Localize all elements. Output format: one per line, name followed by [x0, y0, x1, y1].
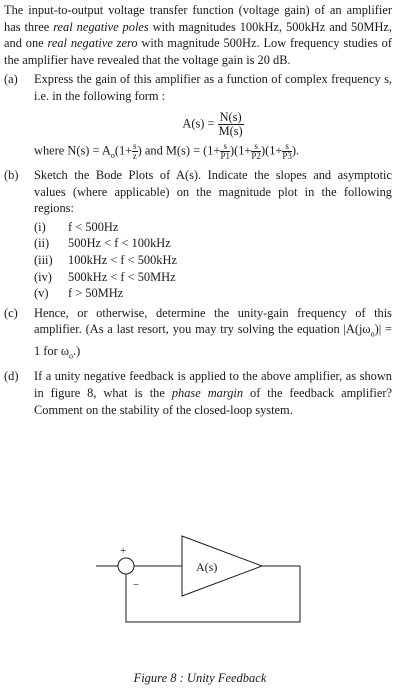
minus-sign: −	[133, 579, 140, 591]
formula-numerator: N(s)	[219, 109, 242, 124]
def-m-mid-1: )(1+	[229, 142, 252, 157]
p1-den: P1	[220, 150, 230, 161]
amplifier-triangle	[182, 536, 262, 596]
def-prefix: where N(s) = A	[34, 142, 111, 157]
figure-caption: Figure 8 : Unity Feedback	[133, 671, 267, 685]
region-label: (iii)	[34, 252, 53, 267]
transfer-function-formula	[34, 111, 392, 138]
s-over-p1	[220, 142, 230, 161]
feedback-path	[126, 566, 300, 622]
def-n-tail: (1+	[114, 142, 133, 157]
region-text: 100kHz < f < 500kHz	[68, 252, 177, 267]
s-over-p3	[282, 142, 292, 161]
part-c	[4, 305, 392, 366]
p2-den: P2	[251, 150, 261, 161]
region-label: (ii)	[34, 236, 50, 251]
part-c-text-2: )| = 1 for ω	[34, 322, 392, 359]
formula-definitions	[34, 142, 392, 164]
region-label: (i)	[34, 219, 46, 234]
p3-den: P3	[282, 150, 292, 161]
s-num-z: s	[133, 140, 137, 151]
s-over-p2	[251, 142, 261, 161]
part-b	[4, 167, 392, 302]
part-d	[4, 368, 392, 418]
amplifier-label: A(s)	[196, 560, 218, 574]
part-c-label: (c)	[4, 305, 18, 320]
plus-sign: +	[120, 545, 127, 557]
intro-text-1: The input-to-output voltage transfer function (voltage gain) of an amplifier has three	[4, 3, 392, 34]
region-text: f < 500Hz	[68, 219, 119, 234]
intro-text-2: with magnitudes 100kHz, 500kHz and 50MHz, and one	[4, 19, 392, 51]
summing-junction	[118, 558, 134, 574]
problem-page	[4, 2, 392, 418]
intro-emphasis-poles: real negative poles	[53, 19, 149, 34]
formula-fraction	[218, 111, 244, 138]
part-d-label: (d)	[4, 369, 19, 384]
feedback-diagram	[0, 518, 400, 658]
part-c-text-3: .)	[73, 344, 81, 359]
part-d-text	[34, 368, 392, 418]
s-num-p3: s	[282, 142, 292, 152]
omega-subscript-2: o	[69, 351, 73, 361]
region-text: 500Hz < f < 100kHz	[68, 236, 171, 251]
region-item	[34, 219, 392, 236]
problem-intro	[4, 2, 392, 68]
part-a-text: Express the gain of this amplifier as a function of complex frequency s, i.e. in the following form :	[34, 72, 392, 103]
omega-subscript-1: o	[370, 329, 375, 339]
s-num-p1: s	[220, 142, 230, 152]
frequency-regions	[34, 219, 392, 302]
region-item	[34, 235, 392, 252]
z-den: z	[132, 150, 137, 161]
intro-text-3: with magnitude 500Hz. Low frequency studies of the amplifier have revealed that the voltage gain is 20 dB.	[4, 36, 392, 67]
def-and-m: ) and M(s) = (1+	[137, 142, 221, 157]
part-b-text: Sketch the Bode Plots of A(s). Indicate the slopes and asymptotic values (where applicable) on the magnitude plot in the following regions:	[34, 167, 392, 216]
region-label: (iv)	[34, 269, 52, 284]
part-c-text-1: Hence, or otherwise, determine the unity-gain frequency of this amplifier. (As a last resort, you may try solving the equation |A(jω	[34, 305, 392, 337]
part-a-label: (a)	[4, 72, 18, 87]
part-d-text-2: of the feedback amplifier? Comment on the stability of the closed-loop system.	[34, 386, 393, 417]
part-a	[4, 71, 392, 164]
region-item	[34, 269, 392, 286]
part-c-text	[34, 305, 392, 366]
part-d-emphasis: phase margin	[171, 386, 244, 401]
region-text: 500kHz < f < 50MHz	[68, 269, 176, 284]
intro-emphasis-zero: real negative zero	[47, 36, 138, 51]
region-label: (v)	[34, 286, 49, 301]
region-item	[34, 285, 392, 302]
region-text: f > 50MHz	[68, 286, 124, 301]
part-d-text-1: If a unity negative feedback is applied to the above amplifier, as shown in figure 8, what is the	[34, 369, 392, 401]
formula-lhs: A(s) =	[182, 115, 215, 130]
def-m-mid-2: )(1+	[260, 142, 283, 157]
region-item	[34, 252, 392, 269]
def-m-end: ).	[291, 142, 300, 157]
a0-subscript: o	[110, 150, 115, 160]
part-b-label: (b)	[4, 167, 19, 182]
s-num-p2: s	[251, 142, 261, 152]
formula-denominator: M(s)	[218, 123, 243, 138]
